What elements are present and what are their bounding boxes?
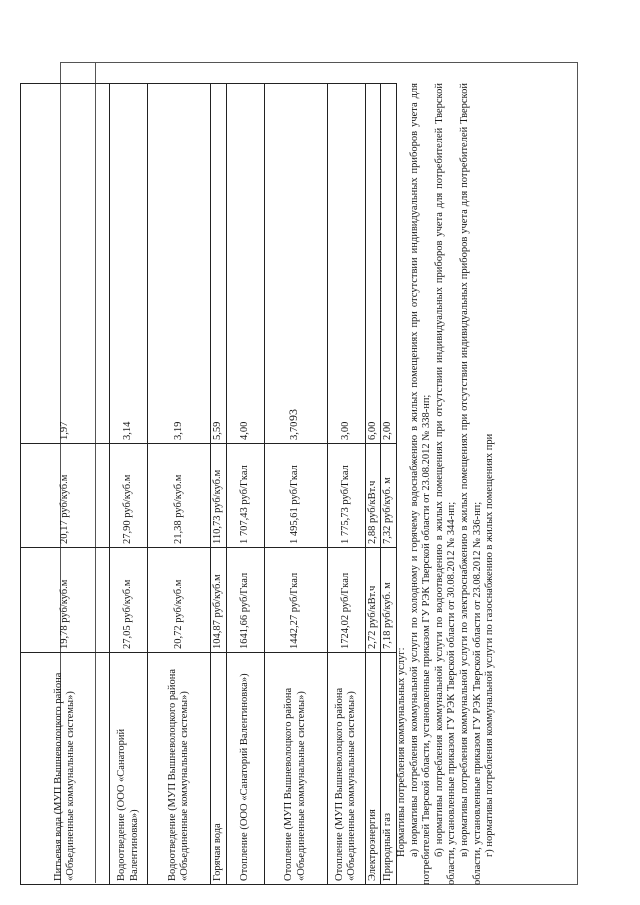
service-cell: Отопление (МУП Вышневолоцкого района «Объединенные коммунальные системы») — [264, 653, 327, 885]
price-b-cell: 110,73 руб/куб.м — [211, 444, 227, 548]
norm-item-d: г) нормативы потребления коммунальной услуги по газоснабжению в жилых помещениях при — [484, 433, 496, 857]
ratio-cell: 1,97 — [21, 84, 110, 444]
norm-item-a: а) нормативы потребления коммунальной услуги по холодному и горячему водоснабжению в жилых помещениях при отсутствии индивидуальных приборов учета для потребителей Тверской области, установленные приказом ГУ РЭК Тверской области от 23.08.2012 № 338-нп; — [408, 83, 433, 885]
tariff-table — [20, 83, 397, 885]
price-a-cell: 7,18 руб/куб. м — [381, 548, 397, 653]
norm-item-b: б) нормативы потребления коммунальной услуги по водоотведению в жилых помещениях при отсутствии индивидуальных приборов учета для потребителей Тверской области, установленные приказом ГУ РЭК Тверской области от 30.08.2012 № 344-нп; — [433, 83, 458, 885]
table-row — [211, 84, 227, 885]
consumption-norms — [396, 83, 497, 885]
service-cell: Отопление (МУП Вышневолоцкого района «Объединенные коммунальные системы») — [327, 653, 365, 885]
service-cell: Отопление (ООО «Санаторий Валентиновка») — [226, 653, 264, 885]
price-a-cell: 27,05 руб/куб.м — [110, 548, 148, 653]
price-a-cell: 1724,02 руб/Гкал — [327, 548, 365, 653]
price-a-cell: 104,87 руб/куб.м — [211, 548, 227, 653]
ratio-cell: 3,14 — [110, 84, 148, 444]
price-b-cell: 20,17 руб/куб.м — [21, 444, 110, 548]
service-cell: Горячая вода — [211, 653, 227, 885]
ratio-cell: 5,59 — [211, 84, 227, 444]
ratio-cell: 3,70 — [264, 84, 327, 444]
table-row — [21, 84, 110, 885]
ratio-cell: 2,00 — [381, 84, 397, 444]
service-cell: Электроэнергия — [365, 653, 381, 885]
table-row — [327, 84, 365, 885]
price-a-cell: 1442,27 руб/Гкал — [264, 548, 327, 653]
service-cell: Питьевая вода (МУП Вышневолоцкого района «Объединенные коммунальные системы») — [21, 653, 110, 885]
price-b-cell: 1 775,73 руб/Гкал — [327, 444, 365, 548]
ratio-cell: 4,00 — [226, 84, 264, 444]
ratio-cell: 6,00 — [365, 84, 381, 444]
table-row — [365, 84, 381, 885]
ratio-cell: 3,00 — [327, 84, 365, 444]
price-b-cell: 21,38 руб/куб.м — [148, 444, 211, 548]
norm-item-c: в) нормативы потребления коммунальной услуги по электроснабжению в жилых помещениях при отсутствии индивидуальных приборов учета для потребителей Тверской области, установленные приказом ГУ РЭК Тверской области от 23.08.2012 № 336-нп; — [458, 83, 483, 885]
price-b-cell: 2,88 руб/кВт.ч — [365, 444, 381, 548]
table-row — [110, 84, 148, 885]
price-a-cell: 2,72 руб/кВт.ч — [365, 548, 381, 653]
table-row — [264, 84, 327, 885]
price-a-cell: 1641,66 руб/Гкал — [226, 548, 264, 653]
price-b-cell: 7,32 руб/куб. м — [381, 444, 397, 548]
page-number: 93 — [286, 409, 300, 421]
price-b-cell: 1 707,43 руб/Гкал — [226, 444, 264, 548]
service-cell: Природный газ — [381, 653, 397, 885]
service-cell: Водоотведение (МУП Вышневолоцкого района «Объединенные коммунальные системы») — [148, 653, 211, 885]
table-row — [381, 84, 397, 885]
ratio-cell: 3,19 — [148, 84, 211, 444]
price-a-cell: 19,78 руб/куб.м — [21, 548, 110, 653]
service-cell: Водоотведение (ООО «Санаторий Валентиновка») — [110, 653, 148, 885]
price-b-cell: 27,90 руб/куб.м — [110, 444, 148, 548]
table-row — [226, 84, 264, 885]
price-b-cell: 1 495,61 руб/Гкал — [264, 444, 327, 548]
norms-heading: Нормативы потребления коммунальных услуг: — [396, 647, 407, 857]
price-a-cell: 20,72 руб/куб.м — [148, 548, 211, 653]
rotated-content — [20, 23, 516, 885]
table-row — [148, 84, 211, 885]
